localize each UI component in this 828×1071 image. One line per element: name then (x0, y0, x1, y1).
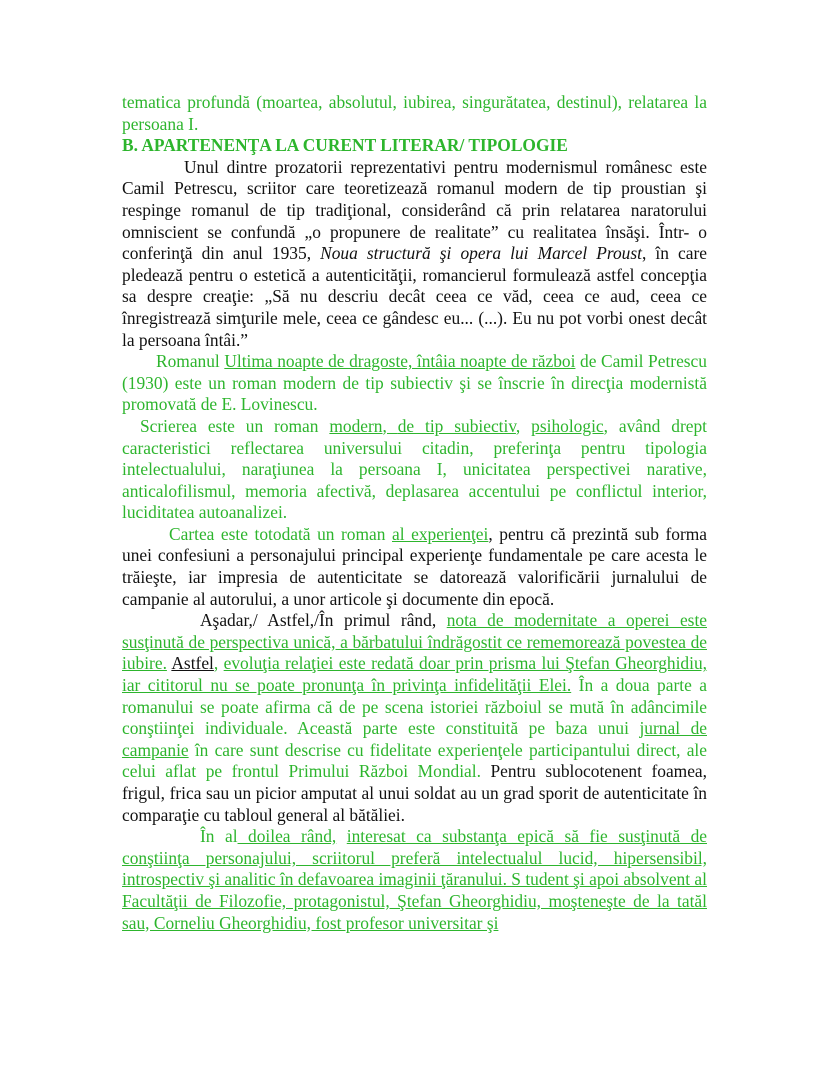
document-page (122, 92, 707, 934)
paragraph-novel-intro: Romanul Ultima noapte de dragoste, întâia noapte de război de Camil Petrescu (1930) este un roman modern de tip subiectiv şi se înscrie în direcţia modernistă promovată de E. Lovinescu. (122, 351, 707, 415)
novel-title: Ultima noapte de dragoste, întâia noapte de război (224, 351, 576, 372)
paragraph-features-end: tematica profundă (moartea, absolutul, iubirea, singurătatea, destinul), relatarea la persoana I. (122, 92, 707, 134)
paragraph-intellectual: În al doilea rând, interesat ca substanţa epică să fie susţinută de conştiinţa personajului, scriitorul preferă intelectualul lucid, hipersensibil, introspectiv şi analitic în defavoarea imaginii ţăranului. S tudent şi apoi absolvent al Facultăţii de Filozofie, protagonistul, Ştefan Gheorghidiu, moşteneşte de la tatăl sau, Corneliu Gheorghidiu, fost profesor universitar şi (122, 826, 707, 933)
section-heading: B. APARTENENŢA LA CURENT LITERAR/ TIPOLOGIE (122, 135, 568, 156)
paragraph-theory: Unul dintre prozatorii reprezentativi pentru modernismul românesc este Camil Petrescu, scriitor care teoretizează romanul modern de tip proustian şi respinge romanul de tip tradiţional, considerând că prin relatarea naratorului omniscient se confundă „o propunere de realitate” cu realitatea însăşi. Într- o conferinţă din anul 1935, Noua structură şi opera lui Marcel Proust, în care pledează pentru o estetică a autenticităţii, romancierul formulează astfel concepţia sa despre creaţie: „Să nu descriu decât ceea ce văd, ceea ce aud, ceea ce înregistrează simţurile mele, ceea ce gândesc eu... (...). Eu nu pot vorbi onest decât la persoana întâi.” (122, 156, 707, 350)
paragraph-experience: Cartea este totodată un roman al experienţei, pentru că prezintă sub forma unei confesiuni a personajului principal experienţe fundamentale pe care acesta le trăieşte, iar impresia de autenticitate se datorează valorificării jurnalului de campanie al autorului, a unor articole şi documente din epocă. (122, 523, 707, 609)
paragraph-characteristics: Scrierea este un roman modern, de tip subiectiv, psihologic, având drept caracteristici reflectarea universului citadin, preferinţa pentru tipologia intelectualului, naraţiunea la persoana I, unicitatea perspectivei narative, anticalofilismul, memoria afectivă, deplasarea accentului pe conflictul interior, luciditatea autoanalizei. (122, 415, 707, 523)
conference-title: Noua structură şi opera lui Marcel Proust (320, 243, 642, 264)
paragraph-perspective: Aşadar,/ Astfel,/În primul rând, nota de modernitate a operei este susţinută de perspectiva unică, a bărbatului îndrăgostit ce rememorează povestea de iubire. Astfel, evoluţia relaţiei este redată doar prin prisma lui Ştefan Gheorghidiu, iar cititorul nu se poate pronunţa în privinţa infidelităţii Elei. În a doua parte a romanului se poate afirma că de pe scena istoriei războiul se mută în adâncimile conştiinţei individuale. Această parte este constituită pe baza unui jurnal de campanie în care sunt descrise cu fidelitate experienţele participantului direct, ale celui aflat pe frontul Primului Război Mondial. Pentru sublocotenent foamea, frigul, frica sau un picior amputat al unui soldat au un grad sporit de autenticitate în comparaţie cu tabloul general al bătăliei. (122, 610, 708, 825)
